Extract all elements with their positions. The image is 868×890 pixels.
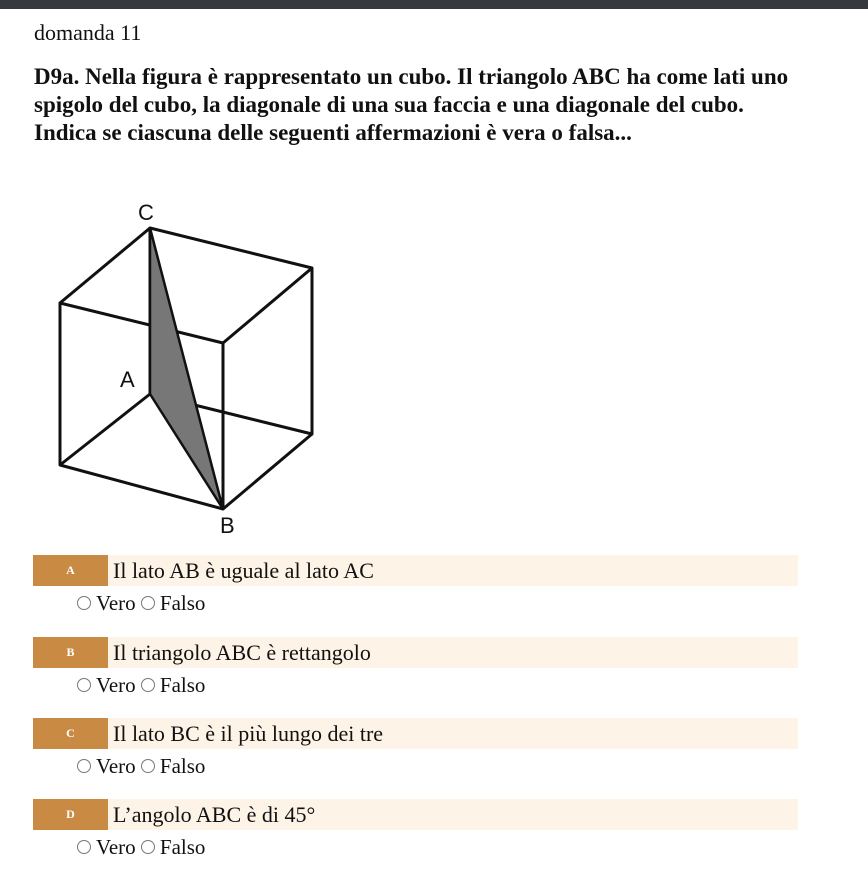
item-a-options	[77, 589, 798, 617]
top-bar	[0, 0, 868, 9]
item-b-falso-radio[interactable]	[141, 678, 155, 692]
item-a-falso-radio[interactable]	[141, 596, 155, 610]
item-a	[33, 555, 798, 617]
item-a-falso-option[interactable]	[141, 591, 206, 615]
item-c-options	[77, 752, 798, 780]
item-d	[33, 799, 798, 861]
triangle-abc	[150, 228, 223, 509]
item-d-letter: D	[33, 799, 108, 830]
item-b-options	[77, 671, 798, 699]
item-b-bar	[33, 637, 798, 668]
item-a-text: Il lato AB è uguale al lato AC	[113, 558, 374, 583]
item-a-vero-label[interactable]: Vero	[96, 591, 136, 615]
item-c-vero-label[interactable]: Vero	[96, 754, 136, 778]
item-b	[33, 637, 798, 699]
item-b-falso-option[interactable]	[141, 673, 206, 697]
item-d-falso-label[interactable]: Falso	[159, 835, 206, 859]
item-c-falso-option[interactable]	[141, 754, 206, 778]
item-b-text: Il triangolo ABC è rettangolo	[113, 640, 371, 665]
item-b-falso-label[interactable]: Falso	[159, 673, 206, 697]
item-c-falso-radio[interactable]	[141, 759, 155, 773]
item-a-vero-radio[interactable]	[77, 596, 91, 610]
item-b-vero-radio[interactable]	[77, 678, 91, 692]
cube-edge-top-left	[60, 228, 150, 303]
vertex-label-b: B	[220, 513, 235, 538]
item-d-vero-label[interactable]: Vero	[96, 835, 136, 859]
vertex-label-a: A	[120, 367, 135, 392]
item-c	[33, 718, 798, 780]
cube-figure	[40, 200, 340, 545]
question-stem	[34, 63, 834, 147]
item-d-falso-radio[interactable]	[141, 840, 155, 854]
item-c-vero-radio[interactable]	[77, 759, 91, 773]
item-d-falso-option[interactable]	[141, 835, 206, 859]
item-c-letter: C	[33, 718, 108, 749]
cube-edge-top-right	[223, 268, 312, 343]
item-b-letter: B	[33, 637, 108, 668]
item-d-options	[77, 833, 798, 861]
item-a-letter: A	[33, 555, 108, 586]
vertex-label-c: C	[138, 200, 154, 225]
question-number: domanda 11	[34, 20, 142, 45]
question-instruction: Indica se ciascuna delle seguenti affermazioni è vera o falsa...	[34, 120, 632, 145]
cube-edge-bottom-left	[60, 394, 150, 465]
item-c-vero-option[interactable]	[77, 754, 136, 778]
question-text: D9a. Nella figura è rappresentato un cubo. Il triangolo ABC ha come lati uno spigolo del cubo, la diagonale di una sua faccia e una diagonale del cubo.	[34, 64, 789, 117]
item-c-bar	[33, 718, 798, 749]
item-a-vero-option[interactable]	[77, 591, 136, 615]
item-a-falso-label[interactable]: Falso	[159, 591, 206, 615]
item-d-vero-radio[interactable]	[77, 840, 91, 854]
item-d-vero-option[interactable]	[77, 835, 136, 859]
item-d-bar	[33, 799, 798, 830]
cube-edge-bottom-right	[223, 434, 312, 509]
item-c-text: Il lato BC è il più lungo dei tre	[113, 721, 384, 746]
item-d-text: L’angolo ABC è di 45°	[113, 802, 316, 827]
item-c-falso-label[interactable]: Falso	[159, 754, 206, 778]
item-a-bar	[33, 555, 798, 586]
item-b-vero-label[interactable]: Vero	[96, 673, 136, 697]
item-b-vero-option[interactable]	[77, 673, 136, 697]
